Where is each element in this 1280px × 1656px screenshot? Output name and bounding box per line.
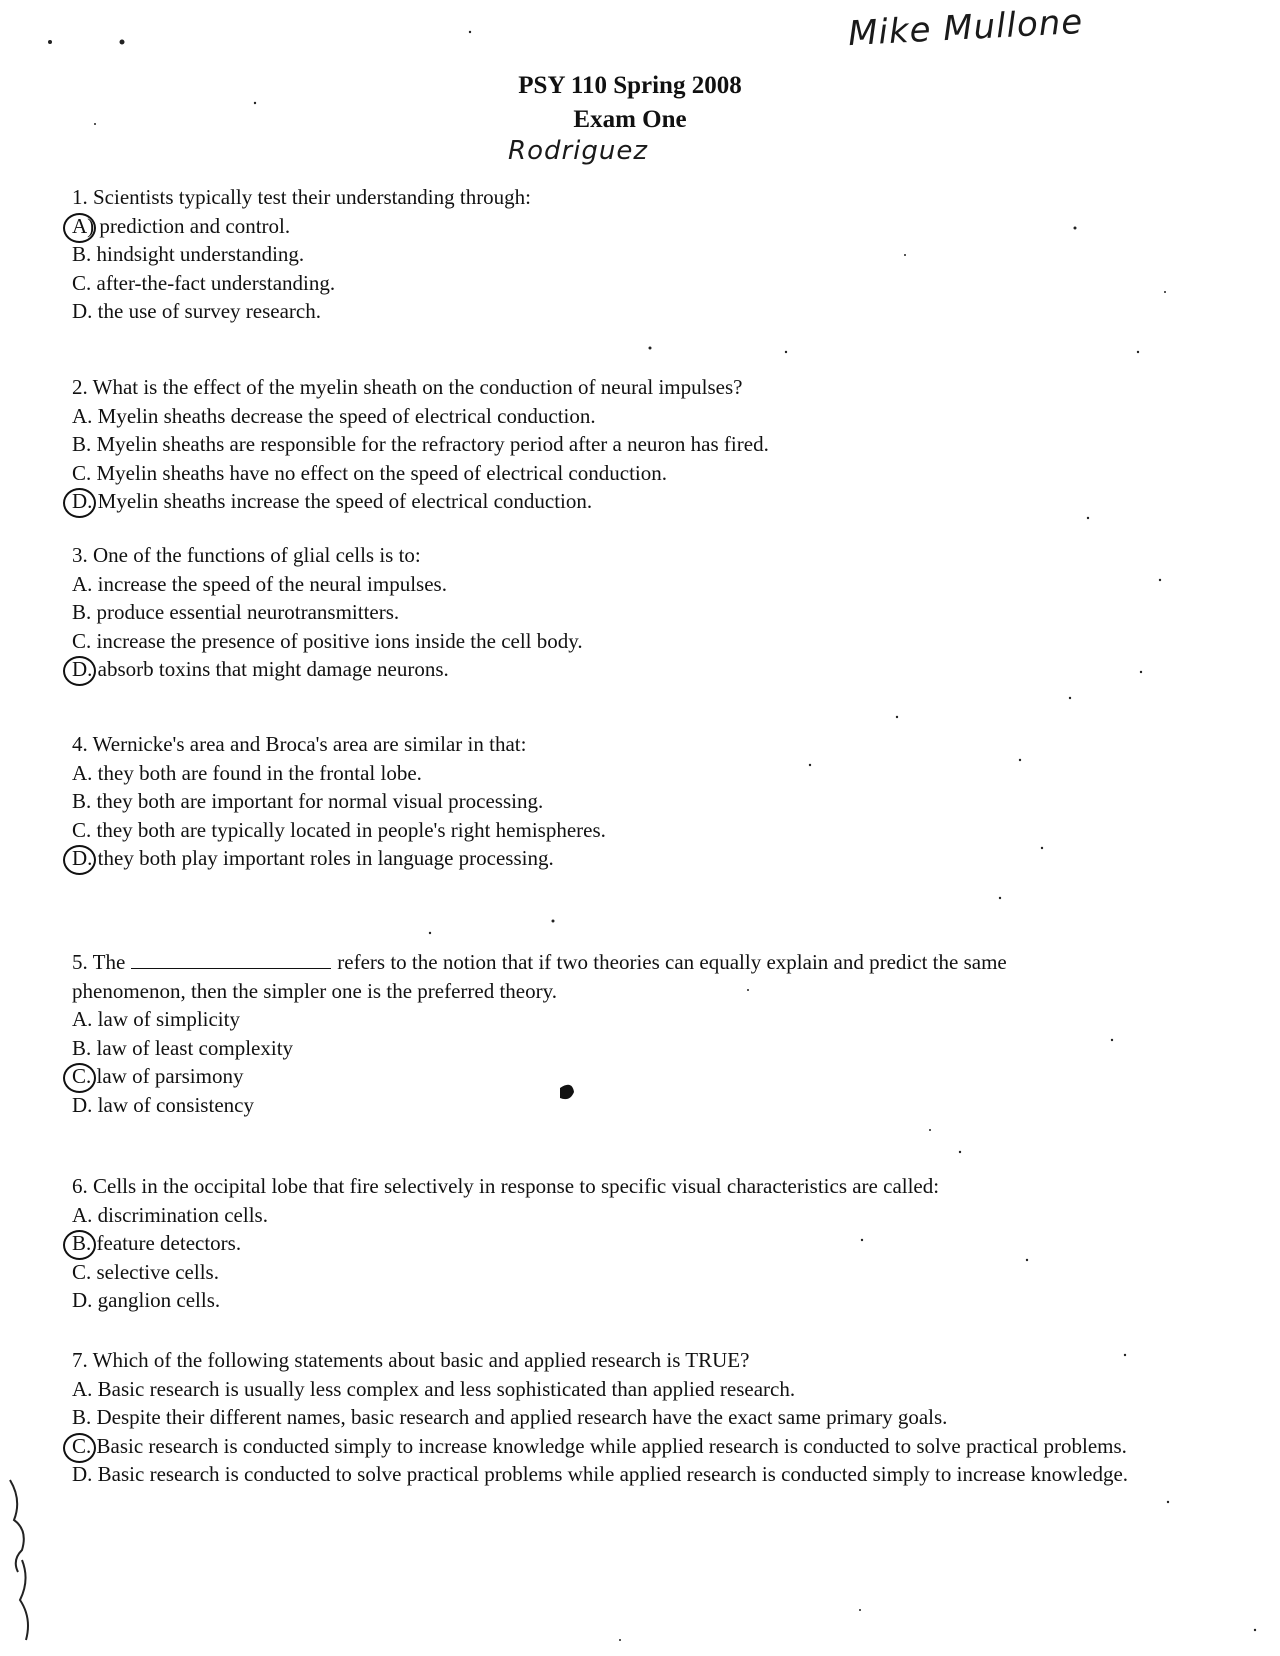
answer-option-c: C. increase the presence of positive ions inside the cell body. bbox=[72, 628, 583, 653]
exam-title: Exam One bbox=[573, 106, 687, 133]
answer-option-a: A. Basic research is usually less complex and less sophisticated than applied research. bbox=[72, 1376, 796, 1401]
question-stem: 6. Cells in the occipital lobe that fire selectively in response to specific visual characteristics are called: bbox=[72, 1174, 940, 1198]
answer-option-d: D. ganglion cells. bbox=[72, 1288, 221, 1312]
handwritten-instructor-name: Rodriguez bbox=[508, 136, 649, 166]
answer-option-b: B. they both are important for normal visual processing. bbox=[72, 789, 544, 813]
answer-option-b: B. feature detectors. bbox=[72, 1229, 1162, 1258]
question-stem: 3. One of the functions of glial cells is to: bbox=[72, 543, 421, 567]
answer-option-b: B. hindsight understanding. bbox=[72, 242, 305, 266]
answer-option-d: D. absorb toxins that might damage neurons. bbox=[72, 655, 1162, 684]
question-stem-start: 5. The bbox=[72, 950, 126, 974]
question-stem: 4. Wernicke's area and Broca's area are similar in that: bbox=[72, 732, 527, 756]
answer-option-d: D. they both play important roles in language processing. bbox=[72, 844, 1162, 873]
answer-option-b: B. Despite their different names, basic research and applied research have the exact same primary goals. bbox=[72, 1405, 948, 1429]
answer-option-a: A. Myelin sheaths decrease the speed of electrical conduction. bbox=[72, 403, 596, 428]
answer-option-c: C. after-the-fact understanding. bbox=[72, 270, 336, 295]
answer-option-a: A. they both are found in the frontal lobe. bbox=[72, 760, 422, 785]
answer-option-c: C. selective cells. bbox=[72, 1259, 219, 1284]
answer-option-d: D. the use of survey research. bbox=[72, 299, 321, 323]
answer-option-c: C. Myelin sheaths have no effect on the speed of electrical conduction. bbox=[72, 460, 667, 485]
answer-option-b: B. law of least complexity bbox=[72, 1035, 294, 1060]
handwritten-student-name: Mike Mullone bbox=[847, 1, 1085, 55]
question-stem-continuation: phenomenon, then the simpler one is the preferred theory. bbox=[72, 978, 557, 1003]
answer-option-d: D. Basic research is conducted to solve practical problems while applied research is conducted simply to increase knowledge. bbox=[72, 1462, 1129, 1486]
question-stem: 7. Which of the following statements about basic and applied research is TRUE? bbox=[72, 1348, 750, 1372]
answer-option-a: A. discrimination cells. bbox=[72, 1202, 268, 1227]
question-stem-end: refers to the notion that if two theories can equally explain and predict the same bbox=[337, 950, 1007, 974]
course-title: PSY 110 Spring 2008 bbox=[518, 72, 742, 99]
question-stem: 1. Scientists typically test their understanding through: bbox=[72, 185, 532, 209]
answer-option-c: C. law of parsimony bbox=[72, 1062, 1162, 1091]
answer-option-b: B. Myelin sheaths are responsible for the refractory period after a neuron has fired. bbox=[72, 432, 769, 456]
answer-option-d: D. Myelin sheaths increase the speed of electrical conduction. bbox=[72, 487, 1162, 516]
answer-option-d: D. law of consistency bbox=[72, 1092, 254, 1117]
answer-option-a: A. law of simplicity bbox=[72, 1007, 240, 1031]
answer-option-a: A. increase the speed of the neural impulses. bbox=[72, 571, 447, 596]
answer-option-a: A) prediction and control. bbox=[72, 212, 1162, 241]
question-stem: 2. What is the effect of the myelin sheath on the conduction of neural impulses? bbox=[72, 375, 743, 399]
answer-option-c: C. Basic research is conducted simply to increase knowledge while applied research is conducted to solve practical problems. bbox=[72, 1432, 1162, 1461]
answer-option-c: C. they both are typically located in people's right hemispheres. bbox=[72, 817, 606, 842]
answer-option-b: B. produce essential neurotransmitters. bbox=[72, 600, 400, 624]
